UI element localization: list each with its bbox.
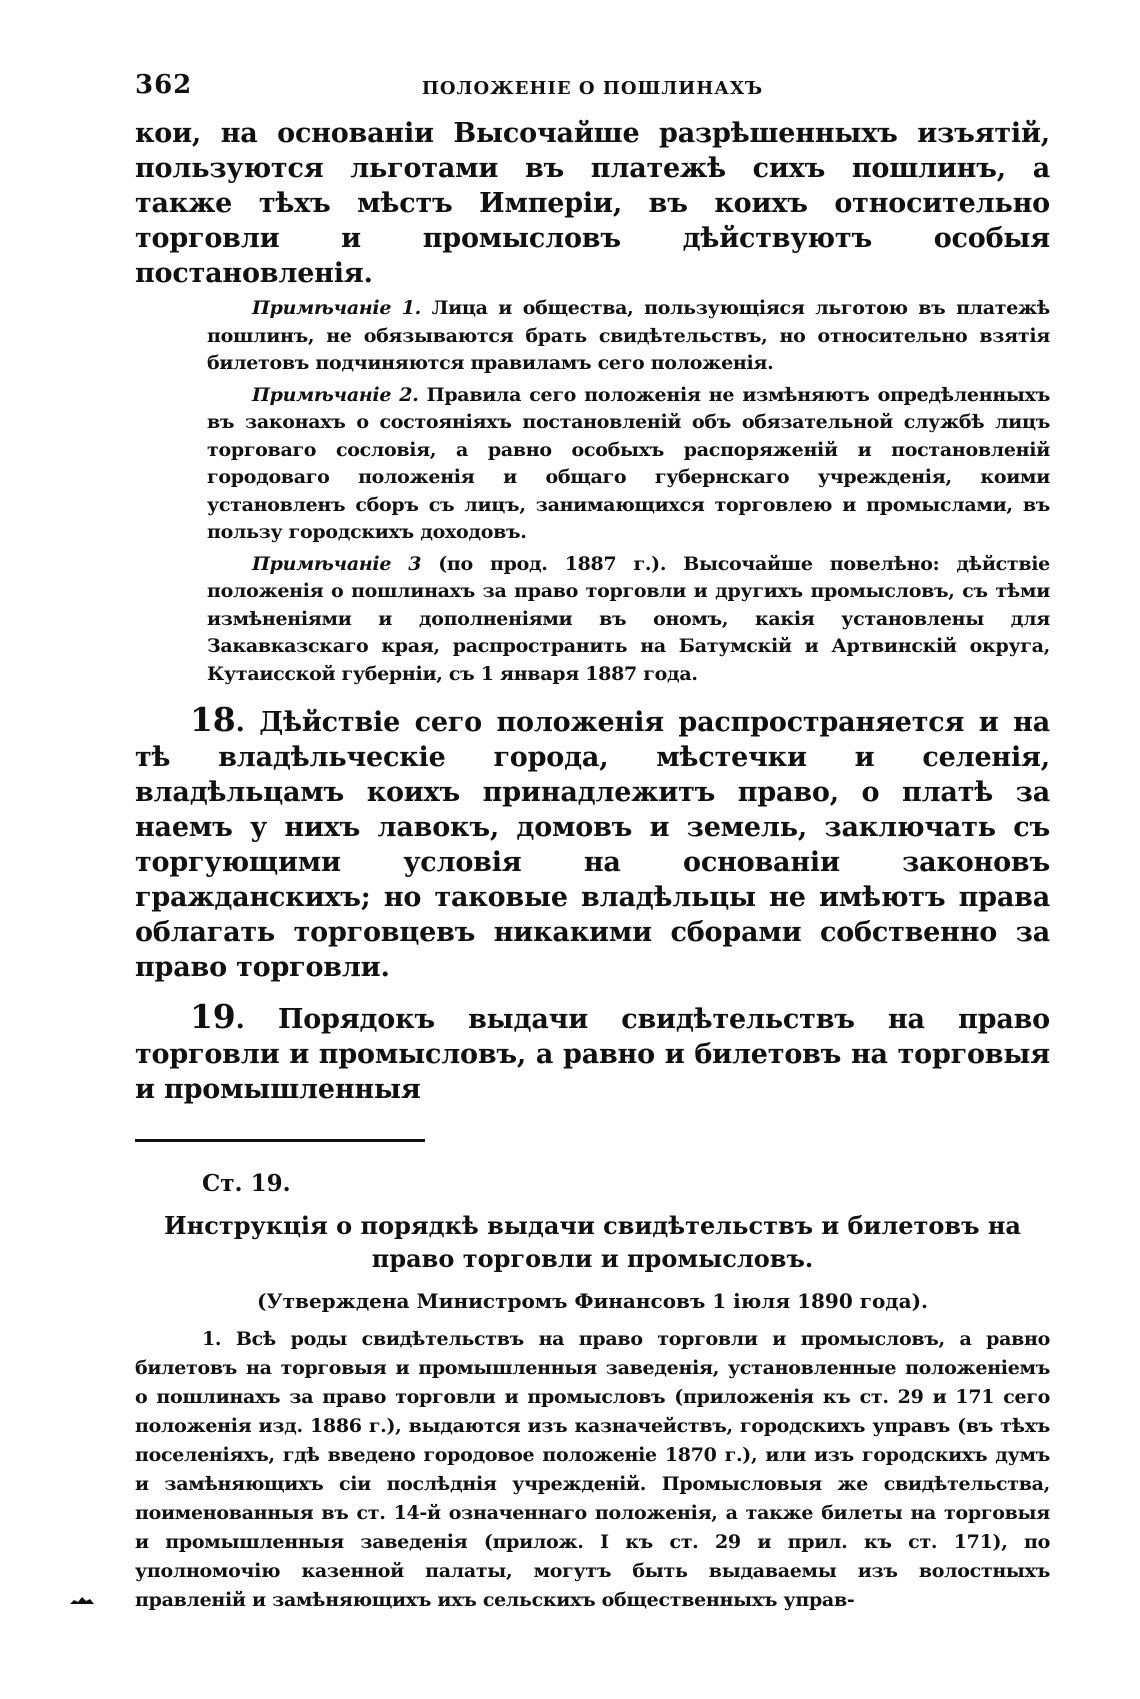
note-1: [135, 295, 1050, 378]
article-18-number: 18: [190, 700, 236, 739]
intro-paragraph: кои, на основаніи Высочайше разрѣшенныхъ изъятій, пользуются льготами въ платежѣ сихъ пошлинъ, а также тѣхъ мѣстъ Имперіи, въ коихъ относительно торговли и промысловъ дѣйствуютъ особыя постановленія.: [135, 118, 1050, 289]
running-title: ПОЛОЖЕНІЕ О ПОШЛИНАХЪ: [421, 78, 764, 99]
note-2-text: Правила сего положенія не измѣняютъ опредѣленныхъ въ законахъ о состояніяхъ постановленій объ обязательной службѣ лицъ торговаго сословія, а равно особыхъ распоряженій и постановленій городоваго положенія и общаго губернскаго учрежденія, коими установленъ сборъ съ лицъ, занимающихся торговлею и промыслами, въ пользу городскихъ доходовъ.: [207, 383, 1050, 543]
footnote-body: 1. Всѣ роды свидѣтельствъ на право торговли и промысловъ, а равно билетовъ на торговыя и промышленныя заведенія, установленные положеніемъ о пошлинахъ за право торговли и промысловъ (приложенія къ ст. 29 и 171 сего положенія изд. 1886 г.), выдаются изъ казначействъ, городскихъ управъ (въ тѣхъ поселеніяхъ, гдѣ введено городовое положеніе 1870 г.), или изъ городскихъ думъ и замѣняющихъ сіи послѣднія учрежденій. Промысловыя же свидѣтельства, поименованныя въ ст. 14-й означеннаго положенія, а также билеты на торговыя и промышленныя заведенія (прилож. I къ ст. 29 и прил. къ ст. 171), по уполномочію казенной палаты, могутъ быть выдаваемы изъ волостныхъ правленій и замѣняющихъ ихъ сельскихъ общественныхъ управ-: [135, 1328, 1050, 1611]
note-2: [135, 382, 1050, 547]
article-19-text: . Порядокъ выдачи свидѣтельствъ на право торговли и промысловъ, а равно и билетовъ на торговыя и промышленныя: [135, 1004, 1050, 1105]
page-number: 362: [135, 70, 193, 100]
running-head: [135, 60, 1050, 116]
note-2-label: Примѣчаніе 2.: [252, 383, 419, 406]
footnote-reference: Ст. 19.: [202, 1170, 291, 1197]
article-18-text: . Дѣйствіе сего положенія распространяется и на тѣ владѣльческіе города, мѣстечки и селенія, владѣльцамъ коихъ принадлежитъ право, о платѣ за наемъ у нихъ лавокъ, домовъ и земель, заключать съ торгующими условія на основаніи законовъ гражданскихъ; но таковые владѣльцы не имѣютъ права облагать торговцевъ никакими сборами собственно за право торговли.: [135, 707, 1050, 983]
article-19: [135, 999, 1050, 1107]
book-page: [135, 60, 1050, 1615]
article-18: [135, 702, 1050, 985]
article-19-number: 19: [190, 997, 236, 1036]
note-1-text: Лица и общества, пользующіяся льготою въ платежѣ пошлинъ, не обязываются брать свидѣтельствъ, но относительно взятія билетовъ подчиняются правиламъ сего положенія.: [207, 297, 1050, 374]
note-1-label: Примѣчаніе 1.: [252, 297, 421, 319]
printer-ornament-icon: [70, 1595, 94, 1605]
note-3-label: Примѣчаніе 3: [252, 552, 422, 575]
footnote-subtitle: (Утверждена Министромъ Финансовъ 1 іюля 1890 года).: [256, 1289, 929, 1313]
note-3: [135, 551, 1050, 689]
footnote-title: Инструкція о порядкѣ выдачи свидѣтельствъ и билетовъ на право торговли и промысловъ.: [164, 1211, 1021, 1273]
note-3-text: (по прод. 1887 г.). Высочайше повелѣно: дѣйствіе положенія о пошлинахъ за право торговли и другихъ промысловъ, съ тѣми измѣненіями и дополненіями въ ономъ, какія установлены для Закавказскаго края, распространить на Батумскій и Артвинскій округа, Кутаисской губерніи, съ 1 января 1887 года.: [207, 552, 1050, 685]
footnote-rule: [135, 1139, 425, 1142]
